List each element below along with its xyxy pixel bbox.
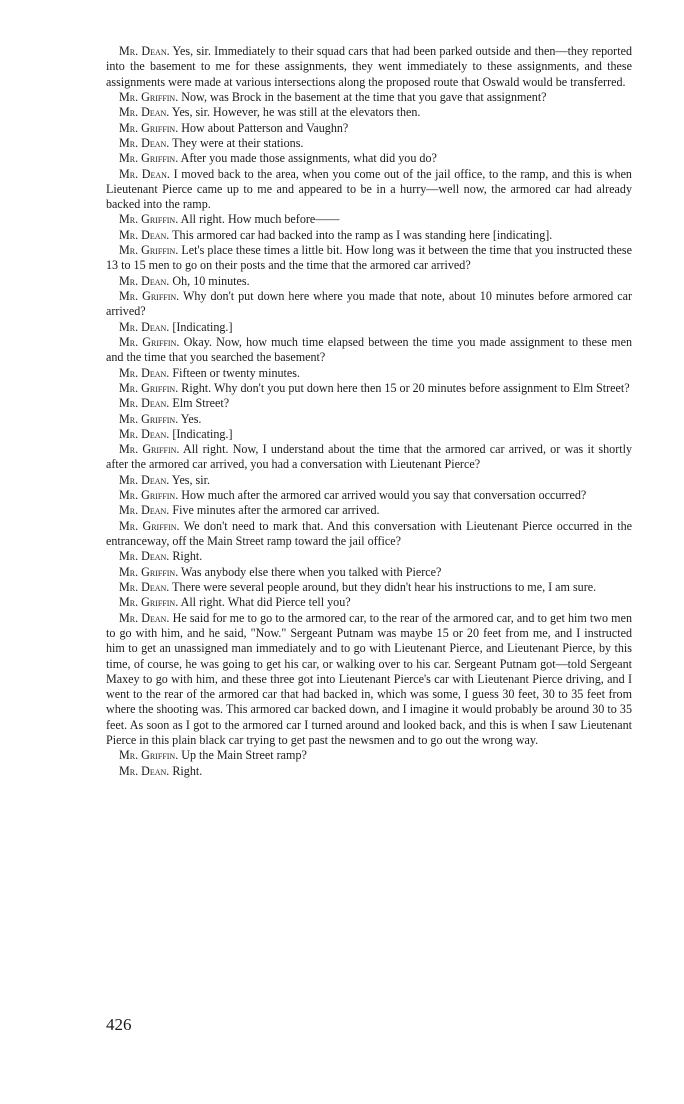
paragraph-text: Elm Street? (169, 396, 230, 411)
speaker-name: Mr. Dean. (119, 472, 170, 487)
paragraph-text: All right. How much before—— (178, 212, 340, 227)
speaker-name: Mr. Griffin. (119, 595, 179, 610)
paragraph-text: They were at their stations. (169, 135, 304, 150)
transcript-paragraph (106, 503, 632, 518)
paragraph-text: Was anybody else there when you talked with Pierce? (178, 564, 442, 579)
speaker-name: Mr. Griffin. (119, 334, 180, 349)
paragraph-text: How about Patterson and Vaughn? (178, 120, 349, 135)
paragraph-text: Fifteen or twenty minutes. (169, 365, 301, 380)
speaker-name: Mr. Dean. (119, 549, 170, 564)
transcript-paragraph (106, 580, 632, 595)
transcript-paragraph (106, 167, 632, 213)
speaker-name: Mr. Griffin. (119, 380, 179, 395)
transcript-paragraph (106, 320, 632, 335)
transcript-paragraph (106, 488, 632, 503)
paragraph-text: Up the Main Street ramp? (178, 748, 307, 763)
transcript-paragraph (106, 442, 632, 473)
speaker-name: Mr. Griffin. (119, 120, 179, 135)
paragraph-text: All right. Now, I understand about the time that the armored car arrived, or was it shortly after the armored car arrived, you had a conversation with Lieutenant Pierce? (106, 442, 632, 472)
transcript-paragraph (106, 151, 632, 166)
speaker-name: Mr. Dean. (119, 426, 170, 441)
transcript-paragraph (106, 381, 632, 396)
speaker-name: Mr. Dean. (119, 319, 170, 334)
speaker-name: Mr. Dean. (119, 105, 170, 120)
speaker-name: Mr. Dean. (119, 579, 170, 594)
speaker-name: Mr. Griffin. (119, 151, 179, 166)
transcript-paragraph (106, 243, 632, 274)
speaker-name: Mr. Griffin. (119, 518, 180, 533)
paragraph-text: How much after the armored car arrived would you say that conversation occurred? (178, 488, 587, 503)
speaker-name: Mr. Dean. (119, 763, 170, 778)
transcript-paragraph (106, 121, 632, 136)
paragraph-text: This armored car had backed into the ramp as I was standing here [indicating]. (169, 227, 553, 242)
transcript-body (106, 44, 632, 779)
transcript-paragraph (106, 228, 632, 243)
paragraph-text: Now, was Brock in the basement at the time that you gave that assignment? (178, 89, 547, 104)
transcript-paragraph (106, 274, 632, 289)
paragraph-text: Yes, sir. (169, 472, 211, 487)
transcript-paragraph (106, 90, 632, 105)
paragraph-text: Let's place these times a little bit. How long was it between the time that you instructed these 13 to 15 men to go on their posts and the time that the armored car arrived? (106, 243, 632, 273)
transcript-paragraph (106, 519, 632, 550)
speaker-name: Mr. Dean. (119, 365, 170, 380)
transcript-paragraph (106, 611, 632, 749)
transcript-paragraph (106, 366, 632, 381)
paragraph-text: Five minutes after the armored car arrived. (169, 503, 380, 518)
paragraph-text: After you made those assignments, what did you do? (178, 151, 437, 166)
paragraph-text: Yes, sir. Immediately to their squad cars that had been parked outside and then—they reported into the basement to me for these assignments, they went immediately to these assignments, and these assignments were made at various intersections along the proposed route that Oswald would be transferred. (106, 44, 632, 89)
paragraph-text: Why don't put down here where you made that note, about 10 minutes before armored car arrived? (106, 289, 633, 319)
transcript-paragraph (106, 748, 632, 763)
transcript-paragraph (106, 136, 632, 151)
transcript-paragraph (106, 473, 632, 488)
transcript-paragraph (106, 549, 632, 564)
speaker-name: Mr. Dean. (119, 610, 170, 625)
speaker-name: Mr. Dean. (119, 273, 170, 288)
speaker-name: Mr. Dean. (119, 135, 170, 150)
transcript-paragraph (106, 565, 632, 580)
paragraph-text: Oh, 10 minutes. (169, 273, 250, 288)
paragraph-text: He said for me to go to the armored car, to the rear of the armored car, and to get him two men to go with him, and he said, "Now." Sergeant Putnam was maybe 15 or 20 feet from me, and I instructed him to get an unassigned man immediately and to go with Lieutenant Pierce, and Lieutenant Pierce, by this time, of course, he was going to get his car, or walking over to his car. Sergeant Putnam got—told Sergeant Maxey to go with him, and these three got into Lieutenant Pierce's car with Lieutenant Pierce driving, and I went to the rear of the armored car that had backed in, which was some, I guess 30 feet, 30 to 35 feet from where the shooting was. This armored car backed down, and I imagine it would probably be around 30 to 35 feet. As soon as I got to the armored car I turned around and looked back, and this is when I saw Lieutenant Pierce in this plain black car trying to get past the newsmen and to go out the wrong way. (106, 610, 632, 748)
paragraph-text: Right. (169, 763, 203, 778)
speaker-name: Mr. Griffin. (119, 748, 179, 763)
speaker-name: Mr. Dean. (119, 503, 170, 518)
speaker-name: Mr. Dean. (119, 44, 170, 58)
paragraph-text: Right. (169, 549, 203, 564)
speaker-name: Mr. Griffin. (119, 411, 179, 426)
transcript-paragraph (106, 212, 632, 227)
paragraph-text: Yes. (178, 411, 202, 426)
paragraph-text: [Indicating.] (169, 319, 233, 334)
paragraph-text: Yes, sir. However, he was still at the elevators then. (169, 105, 421, 120)
speaker-name: Mr. Griffin. (119, 289, 180, 303)
paragraph-text: Okay. Now, how much time elapsed between the time you made assignment to these men and the time that you searched the basement? (106, 334, 633, 365)
speaker-name: Mr. Griffin. (119, 243, 179, 258)
paragraph-text: [Indicating.] (169, 426, 233, 441)
transcript-paragraph (106, 764, 632, 779)
page-number: 426 (106, 1015, 132, 1034)
speaker-name: Mr. Griffin. (119, 442, 180, 457)
transcript-paragraph (106, 335, 632, 366)
speaker-name: Mr. Griffin. (119, 89, 179, 104)
speaker-name: Mr. Griffin. (119, 488, 179, 503)
transcript-paragraph (106, 412, 632, 427)
transcript-paragraph (106, 44, 632, 90)
paragraph-text: Right. Why don't you put down here then 15 or 20 minutes before assignment to Elm Street? (178, 380, 630, 395)
speaker-name: Mr. Griffin. (119, 212, 179, 227)
transcript-paragraph (106, 396, 632, 411)
paragraph-text: There were several people around, but they didn't hear his instructions to me, I am sure. (169, 579, 597, 594)
speaker-name: Mr. Griffin. (119, 564, 179, 579)
speaker-name: Mr. Dean. (119, 166, 170, 181)
paragraph-text: All right. What did Pierce tell you? (178, 595, 351, 610)
paragraph-text: I moved back to the area, when you come out of the jail office, to the ramp, and this is when Lieutenant Pierce came up to me and appeared to be in a hurry—well now, the armored car had already backed into the ramp. (106, 166, 632, 212)
transcript-paragraph (106, 289, 632, 320)
transcript-paragraph (106, 595, 632, 610)
speaker-name: Mr. Dean. (119, 227, 170, 242)
paragraph-text: We don't need to mark that. And this conversation with Lieutenant Pierce occurred in the entranceway, off the Main Street ramp toward the jail office? (106, 518, 633, 548)
transcript-paragraph (106, 105, 632, 120)
transcript-paragraph (106, 427, 632, 442)
speaker-name: Mr. Dean. (119, 396, 170, 411)
